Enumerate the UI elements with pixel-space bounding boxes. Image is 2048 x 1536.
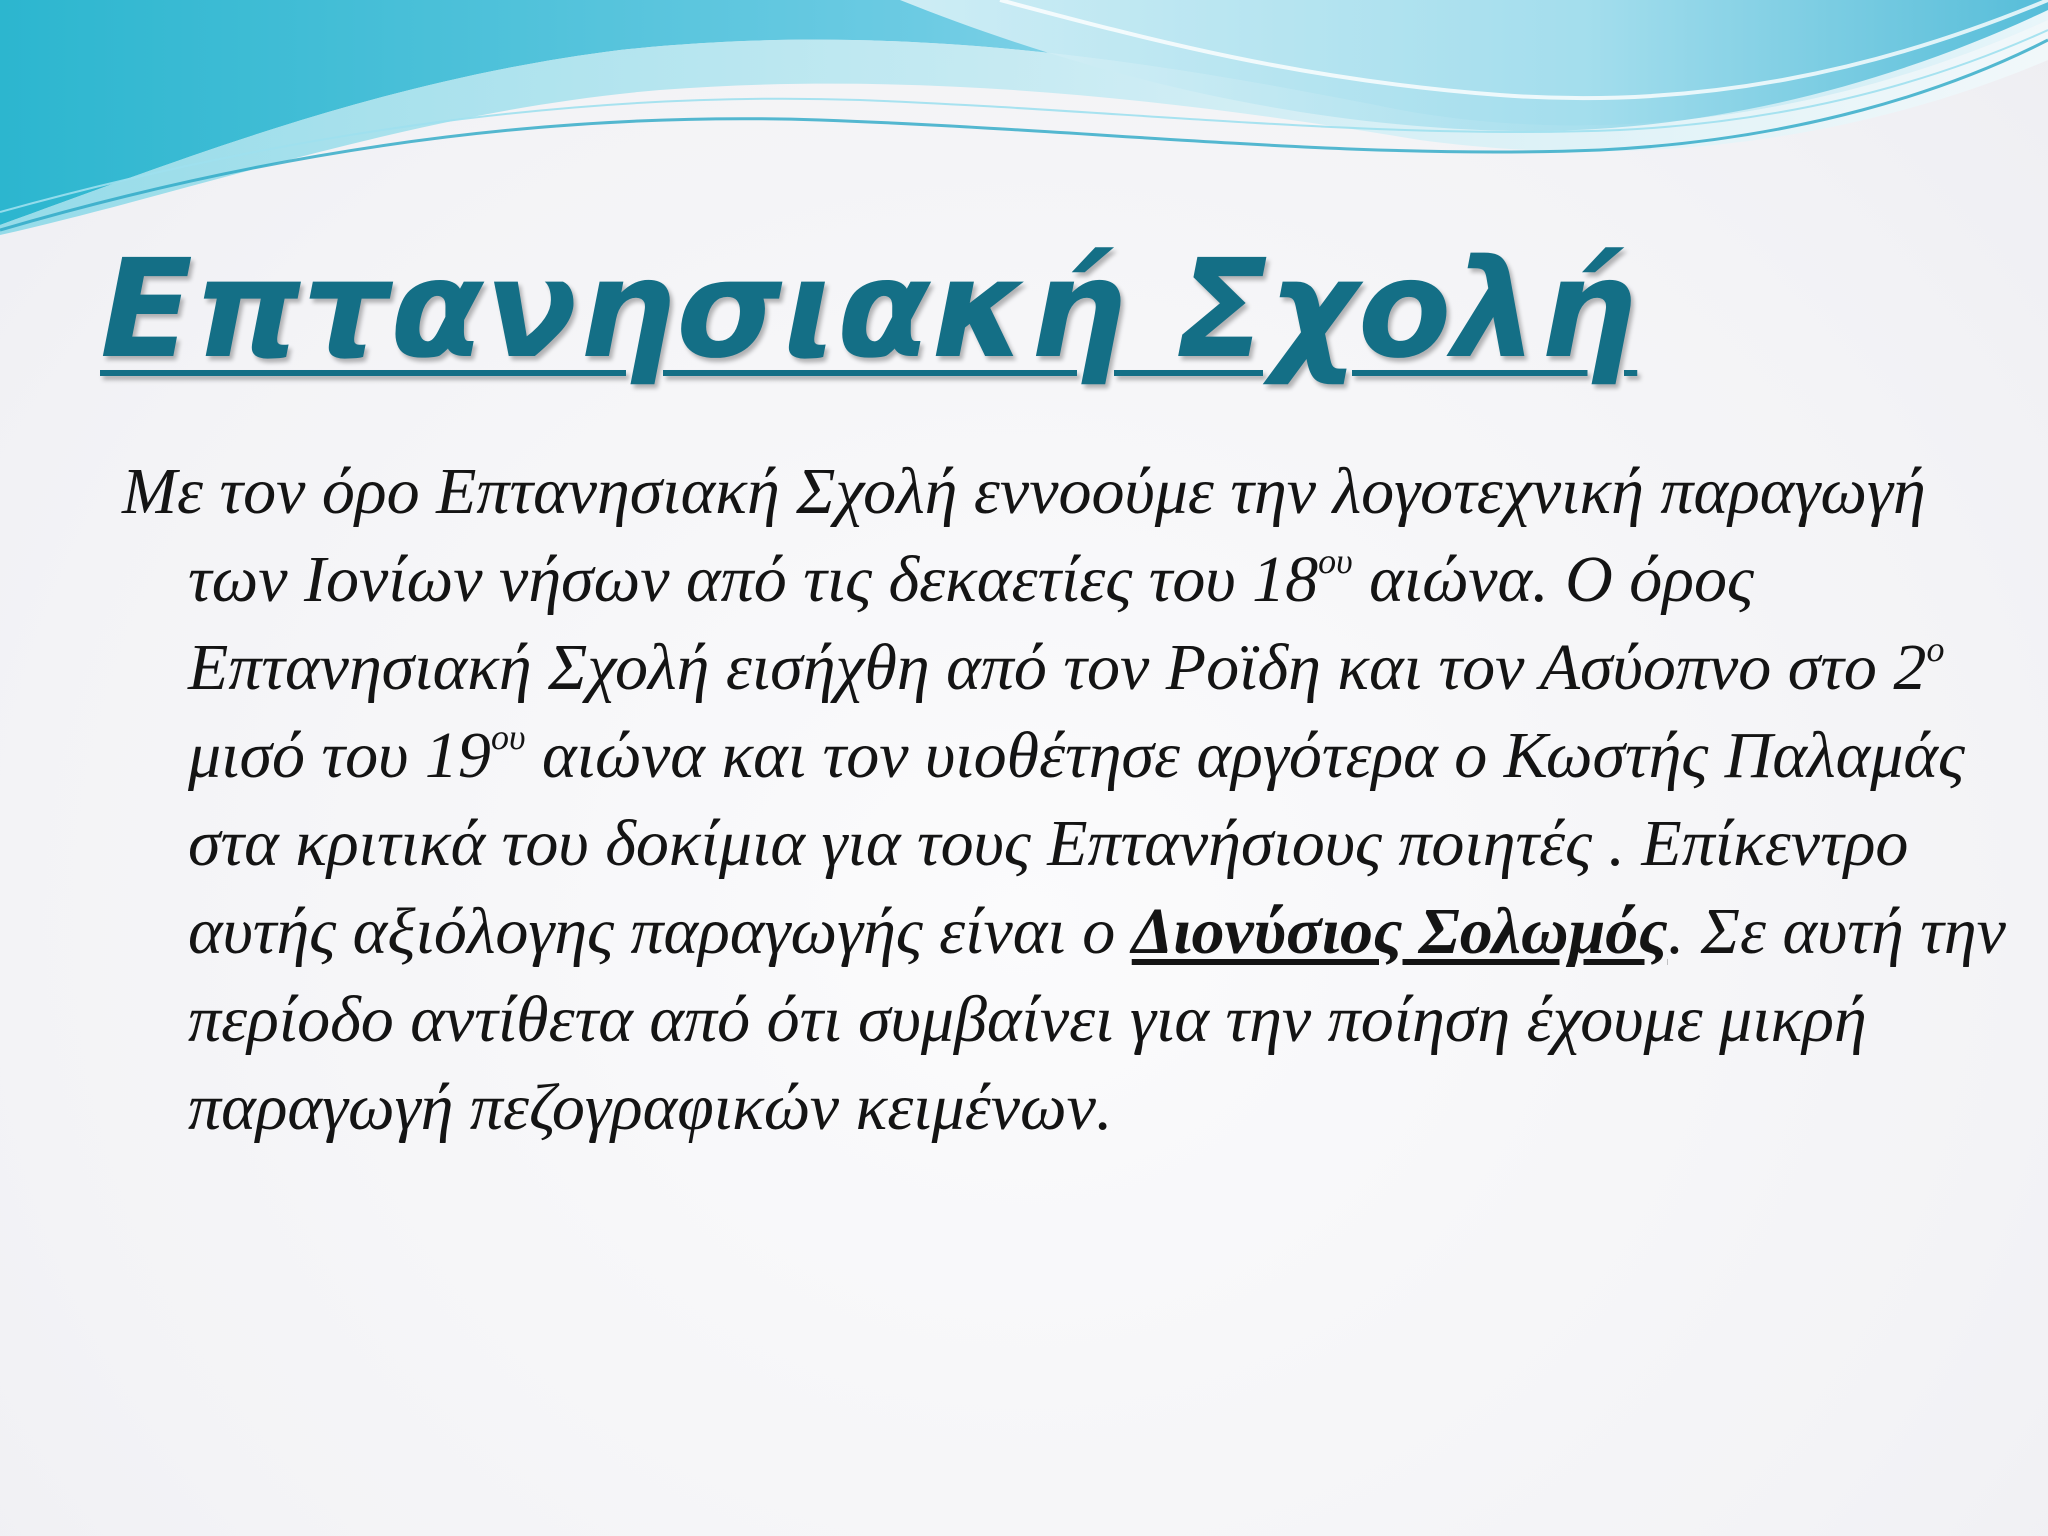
paragraph-text-2: αιώνα. Ο όρος Επτανησιακή Σχολή εισήχθη από τον Ροϊδη και τον Ασύοπνο στο 2: [188, 543, 1927, 704]
highlighted-name: Διονύσιος Σολωμός: [1131, 895, 1668, 968]
paragraph-text-3: μισό του 19: [188, 719, 491, 792]
superscript-ordinal-2: ο: [1926, 629, 1945, 669]
slide-title: Επτανησιακή Σχολή: [100, 231, 1638, 389]
paragraph-text-5: . Σε αυτή την περίοδο αντίθετα από ότι συμβαίνει για την ποίηση έχουμε μικρή παραγωγή πεζογραφικών κειμένων.: [188, 895, 2006, 1144]
paragraph-text-1: Με τον όρο Επτανησιακή Σχολή εννοούμε την λογοτεχνική παραγωγή των Ιονίων νήσων από τις δεκαετίες του 18: [122, 455, 1926, 616]
decorative-wave-header: [0, 0, 2048, 260]
paragraph-text-4: αιώνα και τον υιοθέτησε αργότερα ο Κωστής Παλαμάς στα κριτικά του δοκίμια για τους Επτανήσιους ποιητές . Επίκεντρο αυτής αξιόλογης παραγωγής είναι ο: [188, 719, 1965, 968]
superscript-ordinal-18: ου: [1318, 541, 1353, 581]
superscript-ordinal-19: ου: [490, 717, 526, 757]
body-paragraph: [122, 448, 2028, 1152]
